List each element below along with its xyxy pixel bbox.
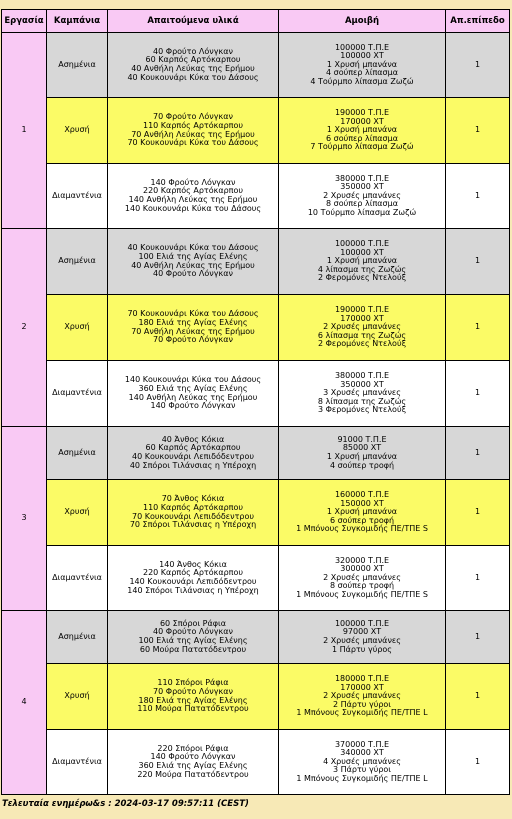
campaign-cell: Διαμαντένια (47, 730, 108, 795)
cell-line: 220 Σπόροι Ράφια (157, 743, 229, 753)
cell-line: 4 Τούρμπο λίπασμα Ζωζώ (310, 76, 414, 86)
campaign-cell: Διαμαντένια (47, 546, 108, 611)
cell-line: 1 Μπόνους Συγκομιδής ΠΕ/ΤΠΕ L (296, 773, 428, 783)
cell-line: 60 Καρπός Αρτόκαρπου (145, 55, 241, 65)
cell-line: 170000 ΧΤ (340, 313, 384, 323)
campaign-cell: Διαμαντένια (47, 164, 108, 229)
reward-cell (279, 33, 446, 98)
cell-line: 60 Καρπός Αρτόκαρπου (145, 443, 241, 453)
cell-line: 320000 Τ.Π.Ε (334, 555, 390, 565)
required-level-cell: 1 (446, 480, 510, 546)
cell-line: 170000 ΧΤ (340, 682, 384, 692)
cell-line: 70 Φρούτο Λόνγκαν (153, 335, 233, 345)
cell-line: 360 Ελιά της Αγίας Ελένης (138, 383, 248, 393)
cell-line: 40 Φρούτο Λόνγκαν (153, 627, 233, 637)
cell-line: 180 Ελιά της Αγίας Ελένης (138, 317, 248, 327)
materials-cell (108, 664, 279, 730)
cell-line: 4 σούπερ λίπασμα (326, 68, 398, 78)
cell-line: 8 σούπερ λίπασμα (326, 199, 398, 209)
cell-line: 1 Μπόνους Συγκομιδής ΠΕ/ΤΠΕ S (296, 589, 428, 599)
table-row (2, 164, 510, 229)
required-level-cell: 1 (446, 295, 510, 361)
campaign-cell: Χρυσή (47, 480, 108, 546)
campaign-cell: Χρυσή (47, 664, 108, 730)
materials-cell (108, 361, 279, 427)
reward-cell (279, 98, 446, 164)
cell-line: 8 σούπερ τροφή (329, 581, 395, 591)
header-row (2, 10, 510, 33)
cell-line: 10 Τούρμπο λίπασμα Ζωζώ (307, 207, 417, 217)
cell-line: 70 Ανθήλη Λεύκας της Ερήμου (131, 326, 255, 336)
cell-line: 70 Φρούτο Λόνγκαν (153, 686, 233, 696)
header-materials: Απαιτούμενα υλικά (108, 10, 279, 33)
cell-line: 140 Φρούτο Λόνγκαν (150, 752, 236, 762)
required-level-cell: 1 (446, 427, 510, 480)
cell-line: 85000 ΧΤ (342, 443, 382, 453)
campaign-cell: Ασημένια (47, 427, 108, 480)
cell-line: 70 Κουκουνάρι Κύκα του Δάσους (127, 138, 259, 148)
cell-line: 70 Κουκουνάρι Κύκα του Δάσους (127, 309, 259, 319)
cell-line: 110 Μούρα Πατατόδεντρου (137, 704, 249, 714)
cell-line: 3 Χρυσές μπανάνες (323, 388, 401, 398)
required-level-cell: 1 (446, 546, 510, 611)
cell-line: 140 Κουκουνάρι Λεπιδόδεντρου (129, 577, 257, 586)
reward-cell (279, 427, 446, 480)
cell-line: 100000 ΧΤ (340, 247, 384, 257)
cell-line: 190000 Τ.Π.Ε (334, 305, 390, 315)
cell-line: 4 λίπασμα της Ζωζώς (317, 264, 407, 274)
cell-line: 40 Κουκουνάρι Κύκα του Δάσους (127, 243, 259, 253)
cell-line: 370000 Τ.Π.Ε (334, 739, 390, 749)
materials-cell (108, 33, 279, 98)
cell-line: 8 λίπασμα της Ζωζώς (317, 396, 407, 406)
cell-line: 4 σούπερ τροφή (329, 460, 395, 470)
header-campaign: Καμπάνια (47, 10, 108, 33)
materials-cell (108, 427, 279, 480)
materials-cell (108, 611, 279, 664)
cell-line: 100 Ελιά της Αγίας Ελένης (138, 636, 248, 645)
cell-line: 3 Πάρτυ γύροι (332, 765, 392, 775)
cell-line: 100000 Τ.Π.Ε (334, 42, 390, 52)
cell-line: 220 Μούρα Πατατόδεντρου (137, 769, 249, 779)
cell-line: 140 Άνθος Κόκια (159, 559, 227, 569)
cell-line: 140 Ανθήλη Λεύκας της Ερήμου (128, 392, 258, 402)
cell-line: 1 Χρυσή μπανάνα (326, 452, 398, 461)
cell-line: 100 Ελιά της Αγίας Ελένης (138, 251, 248, 261)
cell-line: 1 Μπόνους Συγκομιδής ΠΕ/ΤΠΕ L (296, 708, 428, 718)
header-task: Εργασία (2, 10, 47, 33)
required-level-cell: 1 (446, 361, 510, 427)
cell-line: 40 Κουκουνάρι Λεπιδόδεντρου (131, 452, 254, 461)
cell-line: 1 Χρυσή μπανάνα (326, 507, 398, 517)
task-number-cell: 2 (2, 229, 47, 427)
task-number-cell: 4 (2, 611, 47, 795)
reward-cell (279, 295, 446, 361)
cell-line: 6 σούπερ τροφή (329, 515, 395, 525)
required-level-cell: 1 (446, 611, 510, 664)
cell-line: 2 Χρυσές μπανάνες (323, 572, 401, 582)
cell-line: 1 Χρυσή μπανάνα (326, 256, 398, 266)
cell-line: 70 Κουκουνάρι Λεπιδόδεντρου (131, 511, 254, 521)
task-number-cell: 3 (2, 427, 47, 611)
cell-line: 350000 ΧΤ (340, 379, 384, 389)
materials-cell (108, 730, 279, 795)
cell-line: 140 Κουκουνάρι Κύκα του Δάσους (124, 203, 262, 213)
cell-line: 140 Ανθήλη Λεύκας της Ερήμου (128, 195, 258, 204)
cell-line: 40 Σπόροι Τιλάνσιας η Υπέροχη (129, 460, 257, 470)
cell-line: 140 Σπόροι Τιλάνσιας η Υπέροχη (127, 585, 259, 595)
cell-line: 91000 Τ.Π.Ε (337, 434, 387, 444)
cell-line: 150000 ΧΤ (340, 498, 384, 508)
cell-line: 180 Ελιά της Αγίας Ελένης (138, 695, 248, 705)
cell-line: 170000 ΧΤ (340, 116, 384, 126)
cell-line: 220 Καρπός Αρτόκαρπου (142, 568, 244, 578)
reward-cell (279, 730, 446, 795)
cell-line: 1 Μπόνους Συγκομιδής ΠΕ/ΤΠΕ S (296, 524, 428, 534)
table-row (2, 98, 510, 164)
reward-cell (279, 480, 446, 546)
task-number-cell: 1 (2, 33, 47, 229)
table-row (2, 546, 510, 611)
materials-cell (108, 480, 279, 546)
last-updated-footer: Τελευταία ενημέρω&s : 2024-03-17 09:57:11 (CEST) (2, 799, 249, 809)
cell-line: 40 Κουκουνάρι Κύκα του Δάσους (127, 72, 259, 82)
cell-line: 1 Πάρτυ γύρος (331, 644, 393, 654)
reward-cell (279, 546, 446, 611)
campaign-cell: Ασημένια (47, 33, 108, 98)
cell-line: 2 Φερομόνες Ντελούξ (317, 339, 407, 349)
materials-cell (108, 98, 279, 164)
campaign-cell: Διαμαντένια (47, 361, 108, 427)
reward-cell (279, 664, 446, 730)
cell-line: 190000 Τ.Π.Ε (334, 108, 390, 118)
cell-line: 2 Χρυσές μπανάνες (323, 636, 401, 645)
campaign-cell: Ασημένια (47, 611, 108, 664)
cell-line: 40 Ανθήλη Λεύκας της Ερήμου (131, 260, 255, 270)
required-level-cell: 1 (446, 98, 510, 164)
cell-line: 100000 Τ.Π.Ε (334, 239, 390, 249)
cell-line: 160000 Τ.Π.Ε (334, 490, 390, 500)
table-body (2, 33, 510, 795)
required-level-cell: 1 (446, 33, 510, 98)
materials-cell (108, 229, 279, 295)
cell-line: 40 Φρούτο Λόνγκαν (153, 269, 233, 279)
cell-line: 180000 Τ.Π.Ε (334, 674, 390, 684)
cell-line: 2 Χρυσές μπανάνες (323, 691, 401, 701)
cell-line: 70 Σπόροι Τιλάνσιας η Υπέροχη (129, 520, 257, 530)
table-row (2, 664, 510, 730)
required-level-cell: 1 (446, 164, 510, 229)
campaign-cell: Χρυσή (47, 295, 108, 361)
cell-line: 6 σούπερ λίπασμα (326, 133, 398, 143)
cell-line: 1 Χρυσή μπανάνα (326, 59, 398, 69)
cell-line: 40 Άνθος Κόκια (161, 434, 225, 444)
cell-line: 140 Κουκουνάρι Κύκα του Δάσους (124, 375, 262, 385)
cell-line: 380000 Τ.Π.Ε (334, 173, 390, 183)
cell-line: 60 Σπόροι Ράφια (159, 618, 227, 628)
materials-cell (108, 164, 279, 229)
cell-line: 220 Καρπός Αρτόκαρπου (142, 186, 244, 196)
table-row (2, 611, 510, 664)
reward-cell (279, 164, 446, 229)
cell-line: 4 Χρυσές μπανάνες (323, 756, 401, 766)
cell-line: 360 Ελιά της Αγίας Ελένης (138, 761, 248, 770)
header-required-level: Απ.επίπεδο (446, 10, 510, 33)
header-reward: Αμοιβή (279, 10, 446, 33)
cell-line: 300000 ΧΤ (340, 564, 384, 574)
cell-line: 70 Φρούτο Λόνγκαν (153, 112, 233, 122)
table-row (2, 295, 510, 361)
cell-line: 140 Φρούτο Λόνγκαν (150, 401, 236, 411)
cell-line: 7 Τούρμπο λίπασμα Ζωζώ (310, 142, 414, 152)
cell-line: 340000 ΧΤ (340, 748, 384, 758)
tasks-table (1, 9, 510, 795)
cell-line: 40 Ανθήλη Λεύκας της Ερήμου (131, 64, 255, 73)
cell-line: 140 Φρούτο Λόνγκαν (150, 177, 236, 187)
cell-line: 60 Μούρα Πατατόδεντρου (139, 644, 247, 654)
cell-line: 2 Πάρτυ γύροι (332, 699, 392, 709)
campaign-cell: Ασημένια (47, 229, 108, 295)
cell-line: 40 Φρούτο Λόνγκαν (153, 46, 233, 56)
cell-line: 6 λίπασμα της Ζωζώς (317, 330, 407, 340)
reward-cell (279, 229, 446, 295)
cell-line: 110 Καρπός Αρτόκαρπου (142, 120, 244, 130)
table-row (2, 33, 510, 98)
cell-line: 100000 Τ.Π.Ε (334, 618, 390, 628)
materials-cell (108, 546, 279, 611)
cell-line: 1 Χρυσή μπανάνα (326, 125, 398, 135)
table-row (2, 361, 510, 427)
table-row (2, 427, 510, 480)
materials-cell (108, 295, 279, 361)
table-row (2, 480, 510, 546)
cell-line: 2 Χρυσές μπανάνες (323, 190, 401, 200)
cell-line: 2 Χρυσές μπανάνες (323, 322, 401, 332)
reward-cell (279, 611, 446, 664)
cell-line: 380000 Τ.Π.Ε (334, 371, 390, 381)
cell-line: 2 Φερομόνες Ντελούξ (317, 273, 407, 283)
required-level-cell: 1 (446, 664, 510, 730)
reward-cell (279, 361, 446, 427)
cell-line: 110 Σπόροι Ράφια (157, 678, 229, 688)
cell-line: 70 Ανθήλη Λεύκας της Ερήμου (131, 129, 255, 139)
table-row (2, 229, 510, 295)
campaign-cell: Χρυσή (47, 98, 108, 164)
table-row (2, 730, 510, 795)
cell-line: 3 Φερομόνες Ντελούξ (317, 405, 407, 415)
required-level-cell: 1 (446, 730, 510, 795)
cell-line: 100000 ΧΤ (340, 51, 384, 61)
required-level-cell: 1 (446, 229, 510, 295)
cell-line: 97000 ΧΤ (342, 627, 382, 637)
cell-line: 110 Καρπός Αρτόκαρπου (142, 502, 244, 512)
cell-line: 70 Άνθος Κόκια (161, 494, 225, 504)
cell-line: 350000 ΧΤ (340, 182, 384, 192)
